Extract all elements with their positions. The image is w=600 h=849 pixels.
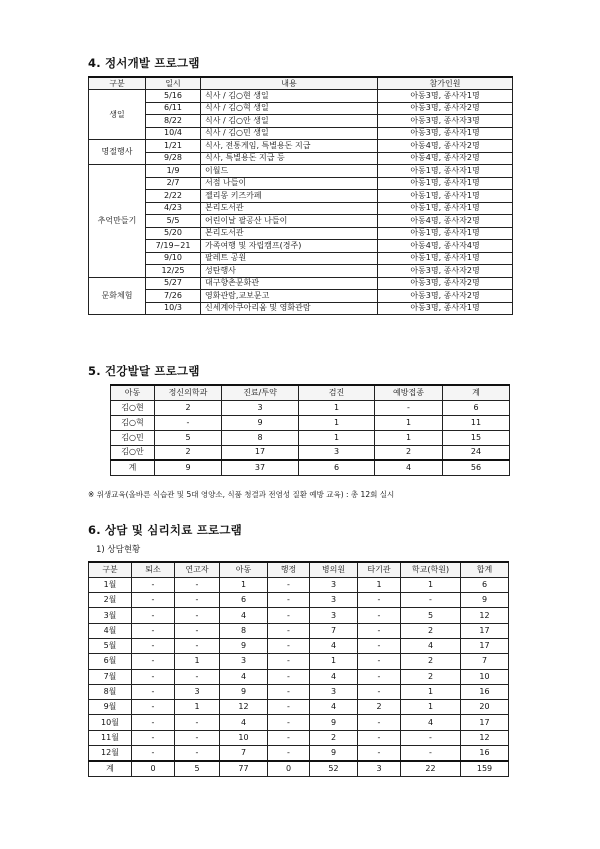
table-row	[89, 302, 513, 315]
total-cell: 159	[461, 761, 509, 776]
content-cell: 신세계아쿠아리움 및 영화관람	[201, 302, 378, 315]
date-cell: 8/22	[146, 115, 201, 128]
date-cell: 10/3	[146, 302, 201, 315]
content-cell: 서점 나들이	[201, 177, 378, 190]
date-cell: 6/11	[146, 102, 201, 115]
month-cell: 3월	[89, 608, 132, 623]
table-cell: -	[268, 593, 310, 608]
table-cell: 24	[443, 445, 510, 460]
column-header: 일시	[146, 77, 201, 90]
month-cell: 7월	[89, 669, 132, 684]
table-cell: 1	[375, 430, 443, 445]
month-cell: 2월	[89, 593, 132, 608]
table-cell: -	[132, 746, 175, 761]
table-cell: 6	[220, 593, 268, 608]
table-cell: 1	[358, 577, 401, 592]
table-cell: -	[358, 654, 401, 669]
table-cell: -	[175, 746, 220, 761]
table-cell: -	[132, 593, 175, 608]
participants-cell: 아동1명, 종사자1명	[378, 202, 513, 215]
table-cell: 12	[461, 608, 509, 623]
table-row	[89, 730, 509, 745]
column-header: 구분	[89, 562, 132, 577]
table-cell: -	[358, 684, 401, 699]
section6-title: 6. 상담 및 심리치료 프로그램	[88, 523, 242, 537]
table-row	[89, 115, 513, 128]
table-row	[89, 152, 513, 165]
month-cell: 4월	[89, 623, 132, 638]
header-row	[89, 77, 513, 90]
date-cell: 5/5	[146, 215, 201, 228]
table-cell: -	[358, 730, 401, 745]
table-cell: 1	[175, 700, 220, 715]
table-cell: -	[358, 638, 401, 653]
table-cell: -	[175, 593, 220, 608]
content-cell: 식사 / 김○현 생일	[201, 90, 378, 103]
table-cell: -	[132, 684, 175, 699]
column-header: 퇴소	[132, 562, 175, 577]
section4-title: 4. 정서개발 프로그램	[88, 56, 200, 70]
participants-cell: 아동1명, 종사자1명	[378, 190, 513, 203]
total-cell: 37	[222, 460, 299, 475]
table-cell: 김○혁	[111, 415, 155, 430]
table-cell: 9	[220, 684, 268, 699]
table-row	[89, 746, 509, 761]
table-row	[89, 669, 509, 684]
table-cell: 11	[443, 415, 510, 430]
table-row	[89, 202, 513, 215]
table-cell: 10	[461, 669, 509, 684]
table-cell: -	[268, 746, 310, 761]
table-cell: -	[175, 608, 220, 623]
column-header: 구분	[89, 77, 146, 90]
table-cell: 17	[461, 623, 509, 638]
column-header: 내용	[201, 77, 378, 90]
table-row	[89, 227, 513, 240]
total-cell: 77	[220, 761, 268, 776]
column-header: 아동	[111, 385, 155, 400]
table-row	[111, 400, 510, 415]
emotional-program-table	[88, 76, 513, 315]
table-row	[89, 577, 509, 592]
participants-cell: 아동3명, 종사자2명	[378, 277, 513, 290]
table-cell: -	[401, 730, 461, 745]
table-row	[89, 623, 509, 638]
table-cell: 3	[310, 684, 358, 699]
date-cell: 5/20	[146, 227, 201, 240]
table-row	[89, 165, 513, 178]
table-row	[89, 190, 513, 203]
table-cell: -	[132, 654, 175, 669]
table-cell: 3	[310, 577, 358, 592]
table-cell: -	[132, 638, 175, 653]
table-row	[111, 415, 510, 430]
header-row	[111, 385, 510, 400]
table-cell: 2	[310, 730, 358, 745]
month-cell: 12월	[89, 746, 132, 761]
date-cell: 5/16	[146, 90, 201, 103]
table-cell: 4	[401, 715, 461, 730]
content-cell: 식사 / 김○혁 생일	[201, 102, 378, 115]
participants-cell: 아동3명, 종사자2명	[378, 290, 513, 303]
table-cell: -	[268, 608, 310, 623]
table-cell: -	[375, 400, 443, 415]
table-cell: -	[132, 577, 175, 592]
content-cell: 본리도서관	[201, 227, 378, 240]
table-row	[89, 140, 513, 153]
table-cell: 1	[401, 577, 461, 592]
category-cell: 생일	[89, 90, 146, 140]
table-cell: -	[268, 623, 310, 638]
header-row	[89, 562, 509, 577]
participants-cell: 아동1명, 종사자1명	[378, 165, 513, 178]
table-row	[89, 277, 513, 290]
total-cell: 52	[310, 761, 358, 776]
date-cell: 7/26	[146, 290, 201, 303]
total-cell: 계	[111, 460, 155, 475]
table-cell: 12	[461, 730, 509, 745]
table-cell: -	[268, 700, 310, 715]
table-cell: 3	[175, 684, 220, 699]
table-cell: 김○안	[111, 445, 155, 460]
table-cell: 17	[461, 715, 509, 730]
date-cell: 12/25	[146, 265, 201, 278]
total-cell: 3	[358, 761, 401, 776]
table-row	[89, 102, 513, 115]
table-cell: -	[132, 730, 175, 745]
table-cell: 8	[220, 623, 268, 638]
total-cell: 9	[155, 460, 222, 475]
table-cell: 2	[375, 445, 443, 460]
table-row	[89, 290, 513, 303]
table-cell: 2	[155, 400, 222, 415]
content-cell: 본리도서관	[201, 202, 378, 215]
date-cell: 1/21	[146, 140, 201, 153]
table-row	[89, 715, 509, 730]
participants-cell: 아동4명, 종사자4명	[378, 240, 513, 253]
participants-cell: 아동3명, 종사자1명	[378, 90, 513, 103]
table-cell: 15	[443, 430, 510, 445]
table-cell: -	[175, 730, 220, 745]
month-cell: 1월	[89, 577, 132, 592]
table-cell: 12	[220, 700, 268, 715]
table-cell: 6	[461, 577, 509, 592]
table-cell: 1	[401, 700, 461, 715]
table-cell: 2	[401, 623, 461, 638]
column-header: 계	[443, 385, 510, 400]
table-row	[89, 608, 509, 623]
participants-cell: 아동4명, 종사자2명	[378, 215, 513, 228]
participants-cell: 아동1명, 종사자1명	[378, 227, 513, 240]
date-cell: 7/19~21	[146, 240, 201, 253]
table-cell: -	[268, 654, 310, 669]
participants-cell: 아동3명, 종사자3명	[378, 115, 513, 128]
table-cell: -	[358, 593, 401, 608]
table-cell: 1	[299, 430, 375, 445]
table-cell: 7	[461, 654, 509, 669]
table-cell: 김○민	[111, 430, 155, 445]
column-header: 예방접종	[375, 385, 443, 400]
table-row	[89, 638, 509, 653]
table-cell: -	[268, 715, 310, 730]
table-cell: 20	[461, 700, 509, 715]
table-row	[89, 240, 513, 253]
table-cell: 9	[222, 415, 299, 430]
table-row	[89, 684, 509, 699]
table-cell: 4	[310, 700, 358, 715]
participants-cell: 아동3명, 종사자2명	[378, 265, 513, 278]
content-cell: 대구향촌문화관	[201, 277, 378, 290]
table-cell: 4	[220, 715, 268, 730]
column-header: 타기관	[358, 562, 401, 577]
table-cell: -	[358, 623, 401, 638]
table-cell: 4	[220, 608, 268, 623]
table-cell: 9	[310, 715, 358, 730]
table-cell: -	[155, 415, 222, 430]
table-cell: 9	[461, 593, 509, 608]
column-header: 병의원	[310, 562, 358, 577]
table-cell: 17	[222, 445, 299, 460]
table-cell: -	[268, 669, 310, 684]
content-cell: 식사 / 김○민 생일	[201, 127, 378, 140]
table-cell: 4	[310, 638, 358, 653]
total-cell: 계	[89, 761, 132, 776]
table-cell: 1	[375, 415, 443, 430]
table-cell: 4	[310, 669, 358, 684]
month-cell: 5월	[89, 638, 132, 653]
table-row	[89, 90, 513, 103]
table-cell: 2	[358, 700, 401, 715]
total-cell: 6	[299, 460, 375, 475]
total-row	[89, 761, 509, 776]
table-cell: -	[358, 746, 401, 761]
category-cell: 문화체험	[89, 277, 146, 315]
table-cell: -	[132, 700, 175, 715]
content-cell: 식사 / 김○안 생일	[201, 115, 378, 128]
table-cell: -	[401, 746, 461, 761]
date-cell: 10/4	[146, 127, 201, 140]
participants-cell: 아동1명, 종사자1명	[378, 177, 513, 190]
section5-title: 5. 건강발달 프로그램	[88, 364, 200, 378]
table-row	[89, 654, 509, 669]
column-header: 참가인원	[378, 77, 513, 90]
health-program-table	[110, 384, 510, 476]
month-cell: 11월	[89, 730, 132, 745]
table-cell: 16	[461, 684, 509, 699]
table-cell: 16	[461, 746, 509, 761]
table-cell: 김○현	[111, 400, 155, 415]
table-cell: 7	[310, 623, 358, 638]
table-cell: -	[132, 669, 175, 684]
table-row	[89, 127, 513, 140]
table-cell: 1	[175, 654, 220, 669]
table-cell: -	[175, 669, 220, 684]
table-row	[89, 700, 509, 715]
table-cell: 3	[310, 593, 358, 608]
column-header: 진료/투약	[222, 385, 299, 400]
date-cell: 9/28	[146, 152, 201, 165]
participants-cell: 아동3명, 종사자1명	[378, 302, 513, 315]
table-cell: -	[132, 623, 175, 638]
total-cell: 4	[375, 460, 443, 475]
date-cell: 1/9	[146, 165, 201, 178]
content-cell: 성탄행사	[201, 265, 378, 278]
table-cell: -	[132, 715, 175, 730]
column-header: 정신의학과	[155, 385, 222, 400]
date-cell: 2/7	[146, 177, 201, 190]
content-cell: 영화관람,교보문고	[201, 290, 378, 303]
table-cell: 1	[310, 654, 358, 669]
table-row	[89, 215, 513, 228]
date-cell: 9/10	[146, 252, 201, 265]
table-cell: -	[268, 638, 310, 653]
column-header: 검진	[299, 385, 375, 400]
table-cell: 3	[310, 608, 358, 623]
table-cell: 5	[401, 608, 461, 623]
month-cell: 9월	[89, 700, 132, 715]
table-row	[89, 177, 513, 190]
total-cell: 22	[401, 761, 461, 776]
table-cell: 5	[155, 430, 222, 445]
content-cell: 어린이날 팔공산 나들이	[201, 215, 378, 228]
month-cell: 6월	[89, 654, 132, 669]
column-header: 아동	[220, 562, 268, 577]
table-cell: 1	[220, 577, 268, 592]
content-cell: 팔레트 공원	[201, 252, 378, 265]
table-cell: -	[175, 623, 220, 638]
table-cell: -	[175, 715, 220, 730]
table-cell: 1	[401, 684, 461, 699]
content-cell: 식사, 전통게임, 특별용돈 지급	[201, 140, 378, 153]
content-cell: 가족여행 및 자립캠프(경주)	[201, 240, 378, 253]
total-cell: 56	[443, 460, 510, 475]
date-cell: 4/23	[146, 202, 201, 215]
table-cell: 1	[299, 400, 375, 415]
table-cell: 9	[310, 746, 358, 761]
table-cell: -	[268, 577, 310, 592]
table-cell: -	[358, 608, 401, 623]
category-cell: 명절행사	[89, 140, 146, 165]
table-cell: 4	[220, 669, 268, 684]
counseling-table	[88, 561, 509, 777]
hygiene-footnote: ※ 위생교육(올바른 식습관 및 5대 영양소, 식품 청결과 전염성 질환 예방 교육) : 총 12회 실시	[88, 490, 395, 499]
table-cell: -	[401, 593, 461, 608]
table-cell: 7	[220, 746, 268, 761]
table-cell: 8	[222, 430, 299, 445]
content-cell: 젤리몽 키즈카페	[201, 190, 378, 203]
table-cell: 6	[443, 400, 510, 415]
table-cell: -	[268, 684, 310, 699]
table-cell: 3	[222, 400, 299, 415]
table-cell: 2	[401, 669, 461, 684]
table-cell: 1	[299, 415, 375, 430]
table-row	[89, 252, 513, 265]
table-cell: 3	[220, 654, 268, 669]
date-cell: 2/22	[146, 190, 201, 203]
table-cell: 9	[220, 638, 268, 653]
participants-cell: 아동3명, 종사자1명	[378, 127, 513, 140]
month-cell: 10월	[89, 715, 132, 730]
table-row	[89, 593, 509, 608]
content-cell: 이월드	[201, 165, 378, 178]
participants-cell: 아동1명, 종사자1명	[378, 252, 513, 265]
total-cell: 0	[268, 761, 310, 776]
participants-cell: 아동4명, 종사자2명	[378, 152, 513, 165]
date-cell: 5/27	[146, 277, 201, 290]
column-header: 행정	[268, 562, 310, 577]
table-row	[111, 430, 510, 445]
table-cell: 4	[401, 638, 461, 653]
participants-cell: 아동4명, 종사자2명	[378, 140, 513, 153]
table-row	[89, 265, 513, 278]
participants-cell: 아동3명, 종사자2명	[378, 102, 513, 115]
table-cell: 10	[220, 730, 268, 745]
table-cell: -	[175, 577, 220, 592]
table-cell: -	[358, 669, 401, 684]
column-header: 학교(학원)	[401, 562, 461, 577]
total-cell: 5	[175, 761, 220, 776]
table-cell: -	[358, 715, 401, 730]
total-cell: 0	[132, 761, 175, 776]
category-cell: 추억만들기	[89, 165, 146, 278]
month-cell: 8월	[89, 684, 132, 699]
content-cell: 식사, 특별용돈 지급 등	[201, 152, 378, 165]
counseling-subtitle: 1) 상담현황	[96, 545, 141, 555]
table-cell: -	[132, 608, 175, 623]
column-header: 합계	[461, 562, 509, 577]
table-cell: -	[268, 730, 310, 745]
table-cell: 2	[401, 654, 461, 669]
table-row	[111, 445, 510, 460]
table-cell: -	[175, 638, 220, 653]
total-row	[111, 460, 510, 475]
table-cell: 17	[461, 638, 509, 653]
column-header: 연고자	[175, 562, 220, 577]
table-cell: 2	[155, 445, 222, 460]
table-cell: 3	[299, 445, 375, 460]
